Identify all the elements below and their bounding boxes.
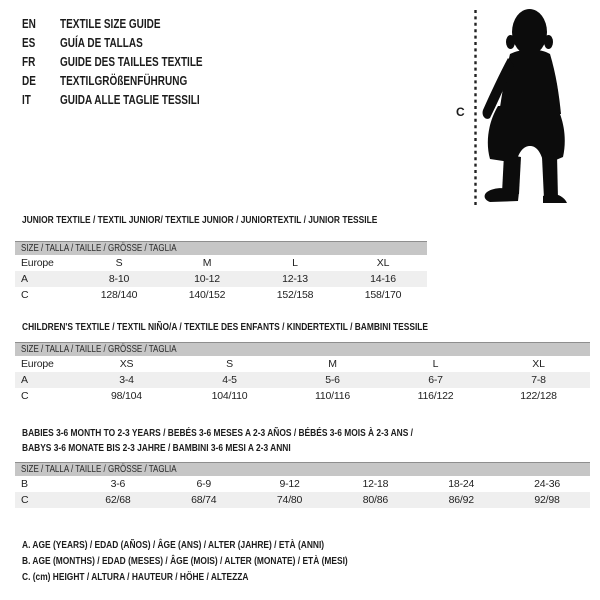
language-code-text: EN [22,17,36,31]
footnote-list [22,537,429,585]
size-band-text: SIZE / TALLA / TAILLE / GRÖSSE / TAGLIA [21,344,177,355]
table-cell: XS [119,358,134,370]
table-cell: 12-13 [282,273,308,285]
footnote-b-text: B. AGE (MONTHS) / EDAD (MESES) / ÂGE (MOIS) / ALTER (MONATE) / ETÀ (MESI) [22,555,348,567]
table-row [15,356,590,372]
table-cell: M [202,257,212,269]
footnote-a-text: A. AGE (YEARS) / EDAD (AÑOS) / ÂGE (ANS) / ALTER (JAHRE) / ETÀ (ANNI) [22,539,325,551]
size-band-text: SIZE / TALLA / TAILLE / GRÖSSE / TAGLIA [21,243,177,254]
table-cell: M [328,358,337,370]
language-title: TEXTILGRÖßENFÜHRUNG [60,74,188,88]
size-band-text: SIZE / TALLA / TAILLE / GRÖSSE / TAGLIA [21,464,177,475]
table-row [15,388,590,404]
language-title-list [22,15,238,110]
table-cell: 4-5 [222,374,237,386]
table-cell: 24-36 [534,478,560,490]
table-size-band [15,342,590,356]
table-cell: 128/140 [100,289,138,301]
children-heading-text: CHILDREN'S TEXTILE / TEXTIL NIÑO/A / TEXTILE DES ENFANTS / KINDERTEXTIL / BAMBINI TESSILE [22,321,429,333]
language-row [22,53,238,72]
language-title: TEXTILE SIZE GUIDE [60,17,161,31]
babies-heading-line1: BABIES 3-6 MONTH TO 2-3 YEARS / BEBÉS 3-6 MESES A 2-3 AÑOS / BÉBÉS 3-6 MOIS À 2-3 ANS / [22,427,414,439]
table-cell: 18-24 [448,478,475,490]
table-cell: 74/80 [276,494,303,506]
table-row [15,271,427,287]
babies-size-table [15,462,590,508]
table-cell: 122/128 [520,390,557,402]
language-title: GUÍA DE TALLAS [60,36,143,50]
junior-size-table [15,241,427,303]
table-cell: 3-4 [119,374,134,386]
language-code-text: ES [22,36,36,50]
table-cell: L [292,257,298,269]
junior-heading-text: JUNIOR TEXTILE / TEXTIL JUNIOR/ TEXTILE JUNIOR / JUNIORTEXTIL / JUNIOR TESSILE [22,214,378,226]
footnote-c [22,569,429,585]
table-cell: L [432,358,439,370]
table-size-band [15,241,427,255]
table-cell: 116/122 [417,390,454,402]
table-cell: 68/74 [191,494,217,506]
table-size-band [15,462,590,476]
footnote-b [22,553,429,569]
junior-section-heading [22,214,466,227]
table-cell: 158/170 [364,289,402,301]
table-cell: 98/104 [111,390,142,402]
row-label: B [21,478,28,490]
children-section-heading [22,321,530,334]
language-code [22,15,60,34]
table-cell: XL [376,257,390,269]
language-code [22,72,60,91]
table-cell: 8-10 [108,273,130,285]
babies-heading-line2: BABYS 3-6 MONATE BIS 2-3 JAHRE / BAMBINI 3-6 MESI A 2-3 ANNI [22,442,291,454]
language-title: GUIDA ALLE TAGLIE TESSILI [60,93,200,107]
language-row [22,34,238,53]
row-label: A [21,273,28,285]
table-cell: 12-18 [362,478,389,490]
table-row [15,255,427,271]
table-cell: 86/92 [448,494,474,506]
table-row [15,372,590,388]
table-cell: 62/68 [105,494,131,506]
height-line-label: C [456,105,465,119]
language-code-text: FR [22,55,36,69]
table-cell: 9-12 [279,478,300,490]
row-label: A [21,374,28,386]
table-cell: 6-9 [196,478,212,490]
language-code-text: IT [22,93,31,107]
table-cell: 5-6 [325,374,340,386]
language-code [22,34,60,53]
table-cell: 6-7 [428,374,443,386]
language-code [22,91,60,110]
table-cell: 110/116 [315,390,350,402]
table-cell: 10-12 [194,273,220,285]
row-label: Europe [21,358,54,370]
footnote-a [22,537,429,553]
table-cell: 80/86 [362,494,389,506]
baby-silhouette [483,9,567,203]
children-size-table [15,342,590,404]
table-cell: 14-16 [370,273,396,285]
language-row [22,72,238,91]
table-cell: XL [532,358,545,370]
table-row [15,476,590,492]
table-cell: S [115,257,123,269]
table-cell: 152/158 [276,289,314,301]
table-cell: S [226,358,233,370]
language-code [22,53,60,72]
row-label: C [21,494,29,506]
table-cell: 7-8 [531,374,546,386]
table-row [15,492,590,508]
table-cell: 140/152 [188,289,226,301]
language-title: GUIDE DES TAILLES TEXTILE [60,55,203,69]
baby-silhouette-figure [450,0,600,215]
table-row [15,287,427,303]
language-row [22,15,238,34]
language-row [22,91,238,110]
table-cell: 92/98 [534,494,560,506]
row-label: Europe [21,257,54,269]
babies-section-heading [22,426,511,456]
row-label: C [21,289,29,301]
table-cell: 104/110 [211,390,248,402]
footnote-c-text: C. (cm) HEIGHT / ALTURA / HAUTEUR / HÖHE / ALTEZZA [22,571,249,583]
row-label: C [21,390,29,402]
language-code-text: DE [22,74,36,88]
table-cell: 3-6 [110,478,126,490]
